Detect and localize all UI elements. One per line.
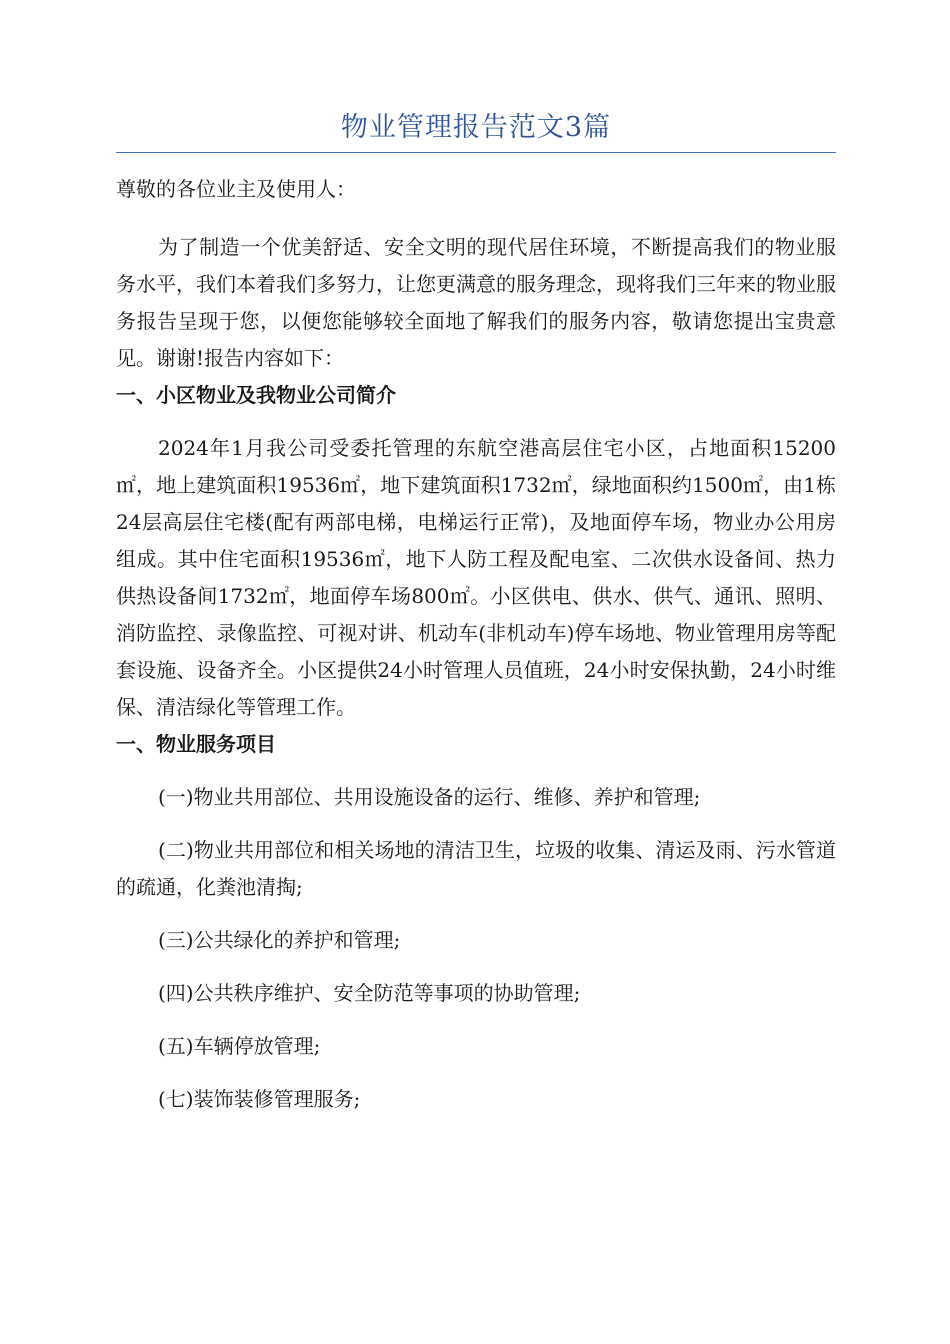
service-item: (五)车辆停放管理; — [158, 1034, 321, 1058]
title-underline — [116, 152, 836, 153]
document-title: 物业管理报告范文3篇 — [340, 112, 612, 143]
intro-paragraph: 为了制造一个优美舒适、安全文明的现代居住环境，不断提高我们的物业服务水平，我们本着我们多努力，让您更满意的服务理念，现将我们三年来的物业服务报告呈现于您，以便您能够较全面地了解我们的服务内容，敬请您提出宝贵意见。谢谢!报告内容如下： — [116, 235, 836, 370]
service-item: (三)公共绿化的养护和管理; — [158, 928, 401, 952]
document-page — [116, 108, 836, 1118]
section-heading-intro: 一、小区物业及我物业公司简介 — [116, 383, 396, 407]
service-item: (四)公共秩序维护、安全防范等事项的协助管理; — [158, 981, 581, 1005]
section-heading-services: 一、物业服务项目 — [116, 732, 276, 756]
service-item: (七)装饰装修管理服务; — [158, 1087, 361, 1111]
service-item: (一)物业共用部位、共用设施设备的运行、维修、养护和管理; — [158, 785, 701, 809]
section-body-intro: 2024年1月我公司受委托管理的东航空港高层住宅小区，占地面积15200㎡，地上建筑面积19536㎡，地下建筑面积1732㎡，绿地面积约1500㎡，由1栋24层高层住宅楼(配有两部电梯，电梯运行正常)，及地面停车场，物业办公用房组成。其中住宅面积19536㎡，地下人防工程及配电室、二次供水设备间、热力供热设备间1732㎡，地面停车场800㎡。小区供电、供水、供气、通讯、照明、消防监控、录像监控、可视对讲、机动车(非机动车)停车场地、物业管理用房等配套设施、设备齐全。小区提供24小时管理人员值班，24小时安保执勤，24小时维保、清洁绿化等管理工作。 — [116, 436, 836, 719]
salutation: 尊敬的各位业主及使用人： — [116, 177, 356, 201]
service-item: (二)物业共用部位和相关场地的清洁卫生，垃圾的收集、清运及雨、污水管道的疏通，化粪池清掏; — [116, 838, 836, 899]
